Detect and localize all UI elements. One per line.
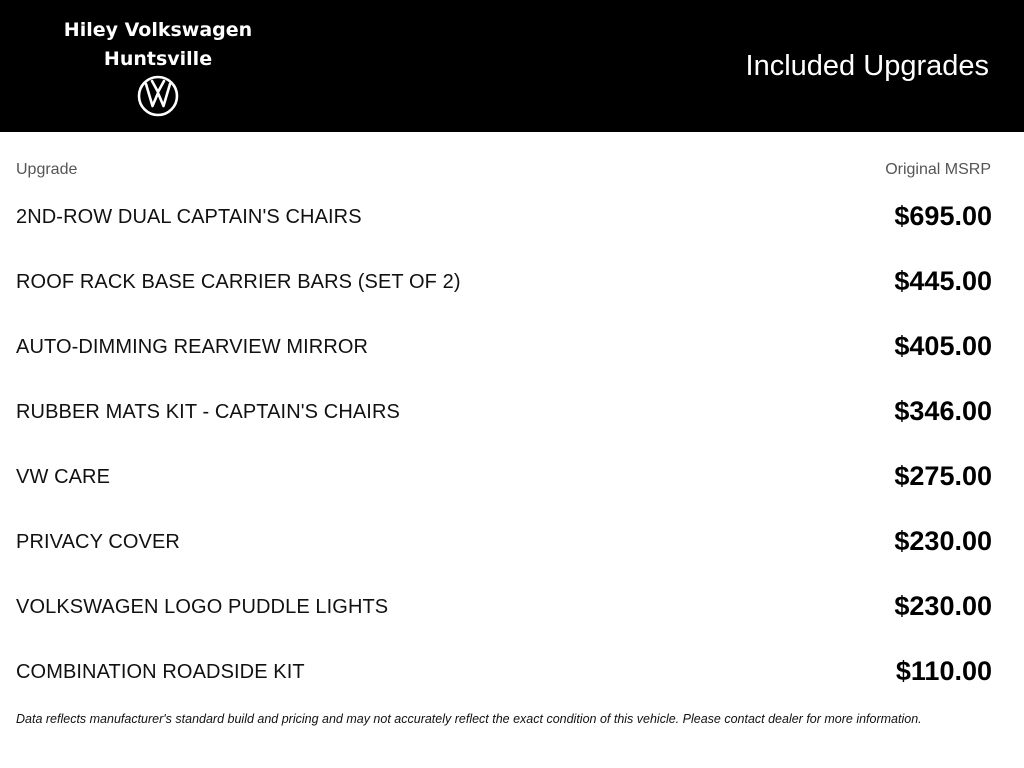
upgrade-name: PRIVACY COVER [16,531,180,553]
upgrade-price: $405.00 [894,331,992,361]
table-row [0,390,1024,455]
upgrade-price: $110.00 [895,656,992,686]
table-row [0,325,1024,390]
upgrade-name: COMBINATION ROADSIDE KIT [16,661,305,683]
column-header-msrp: Original MSRP [885,161,991,178]
upgrades-list [0,195,1024,715]
upgrade-name: RUBBER MATS KIT - CAPTAIN'S CHAIRS [16,401,400,423]
upgrade-price: $275.00 [894,461,992,491]
vw-logo-icon [137,75,179,117]
upgrade-price: $445.00 [894,266,992,296]
dealer-name: Hiley Volkswagen [63,19,253,41]
table-row [0,455,1024,520]
upgrade-name: VOLKSWAGEN LOGO PUDDLE LIGHTS [16,596,389,618]
upgrade-name: VW CARE [16,466,111,488]
table-row [0,585,1024,650]
table-row [0,520,1024,585]
table-row [0,650,1024,715]
disclaimer-text: Data reflects manufacturer's standard build and pricing and may not accurately reflect the exact condition of this vehicle. Please contact dealer for more information. [16,712,922,726]
page-title: Included Upgrades [745,50,989,82]
table-row [0,195,1024,260]
table-row [0,260,1024,325]
dealer-location: Huntsville [103,48,213,70]
header-banner [0,0,1024,132]
upgrade-name: 2ND-ROW DUAL CAPTAIN'S CHAIRS [16,206,362,228]
upgrade-price: $230.00 [894,591,992,621]
upgrade-name: ROOF RACK BASE CARRIER BARS (SET OF 2) [16,271,461,293]
upgrade-price: $346.00 [894,396,992,426]
upgrade-price: $695.00 [894,201,992,231]
dealer-brand [58,16,258,74]
upgrade-name: AUTO-DIMMING REARVIEW MIRROR [16,336,369,358]
column-header-upgrade: Upgrade [16,161,78,178]
upgrade-price: $230.00 [894,526,992,556]
